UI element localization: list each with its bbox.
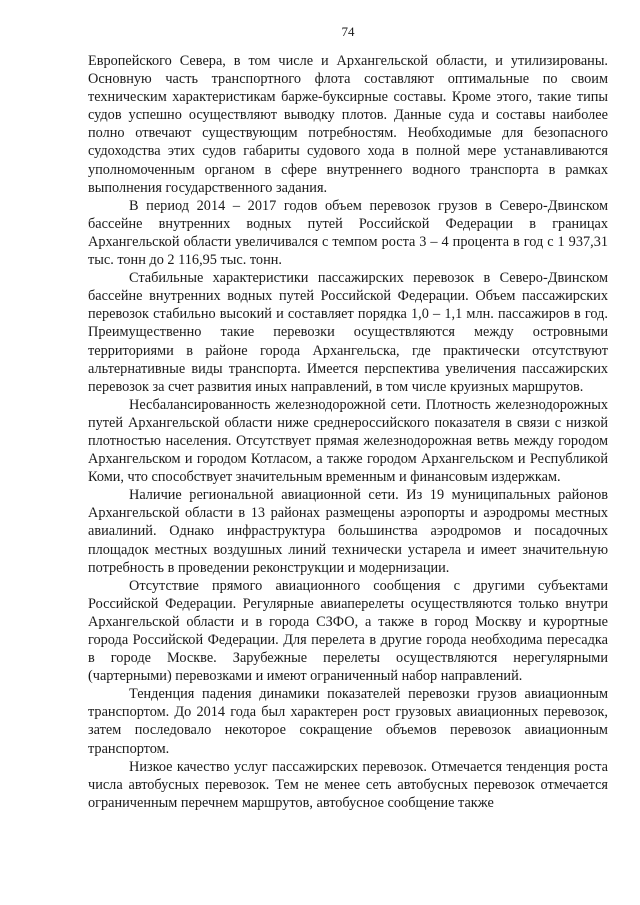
paragraph-1: Европейского Севера, в том числе и Архангельской области, и утилизированы. Основную часть транспортного флота составляют оптимальные по своим техническим характеристикам барже-буксирные составы. Кроме этого, такие типы судов успешно осуществляют выводку плотов. Данные суда и составы наиболее полно отвечают существующим потребностям. Необходимые для безопасного судоходства этих судов габариты судового хода в полной мере устанавливаются уполномоченным органом в сфере внутреннего водного транспорта в рамках выполнения государственного задания.	[88, 53, 608, 196]
page-number: 74	[341, 24, 355, 39]
paragraph-4: Несбалансированность железнодорожной сети. Плотность железнодорожных путей Архангельской области ниже среднероссийского показателя в связи с низкой плотностью населения. Отсутствует прямая железнодорожная ветвь между городом Архангельском и городом Котласом, а также городом Архангельском и Республикой Коми, что способствует значительным временным и финансовым издержкам.	[88, 396, 608, 486]
document-page	[88, 24, 608, 812]
paragraph-6: Отсутствие прямого авиационного сообщения с другими субъектами Российской Федерации. Регулярные авиаперелеты осуществляются только внутри Архангельской области и в города СЗФО, а также в город Москву и курортные города Российской Федерации. Для перелета в другие города необходима пересадка в городе Москве. Зарубежные перелеты осуществляются нерегулярными (чартерными) перевозками и имеют ограниченный набор направлений.	[88, 577, 608, 685]
paragraph-3: Стабильные характеристики пассажирских перевозок в Северо-Двинском бассейне внутренних водных путей Российской Федерации. Объем пассажирских перевозок стабильно высокий и составляет порядка 1,0 – 1,1 млн. пассажиров в год. Преимущественно такие перевозки осуществляются между островными территориями в районе города Архангельска, где практически отсутствуют альтернативные виды транспорта. Имеется перспектива увеличения пассажирских перевозок за счет развития иных направлений, в том числе круизных маршрутов.	[88, 270, 608, 395]
paragraph-2: В период 2014 – 2017 годов объем перевозок грузов в Северо-Двинском бассейне внутренних водных путей Российской Федерации в границах Архангельской области увеличивался с темпом роста 3 – 4 процента в год с 1 937,31 тыс. тонн до 2 116,95 тыс. тонн.	[88, 197, 608, 269]
paragraph-5: Наличие региональной авиационной сети. Из 19 муниципальных районов Архангельской области в 13 районах размещены аэропорты и аэродромы местных авиалиний. Однако инфраструктура большинства аэродромов и посадочных площадок местных воздушных линий технически устарела и имеет значительную потребность в проведении реконструкции и модернизации.	[88, 487, 608, 576]
paragraph-7: Тенденция падения динамики показателей перевозки грузов авиационным транспортом. До 2014 года был характерен рост грузовых авиационных перевозок, затем последовало некоторое сокращение объемов перевозок авиационным транспортом.	[88, 686, 608, 757]
paragraph-8: Низкое качество услуг пассажирских перевозок. Отмечается тенденция роста числа автобусных перевозок. Тем не менее сеть автобусных перевозок отмечается ограниченным перечнем маршрутов, автобусное сообщение также	[88, 758, 608, 811]
